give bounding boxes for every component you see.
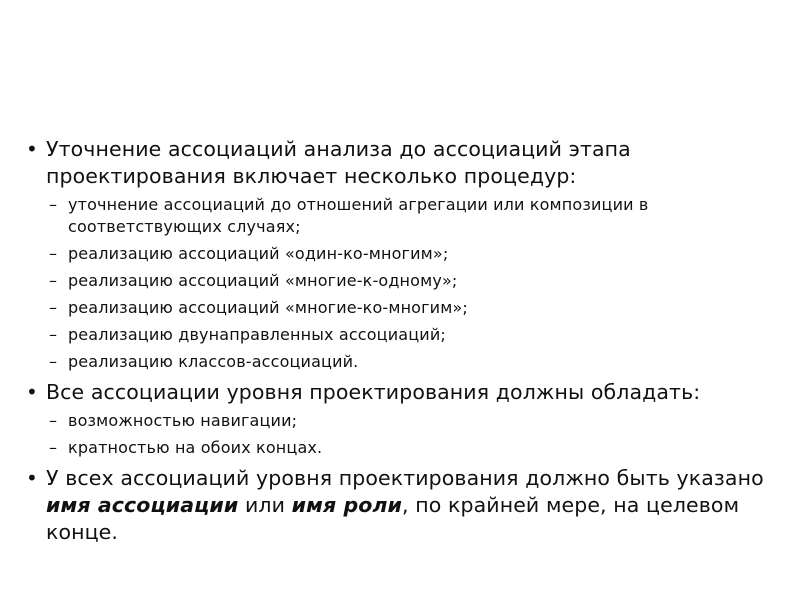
sub-bullet-item bbox=[26, 194, 786, 238]
bullet-icon: • bbox=[26, 466, 38, 490]
sub-bullet-text: реализацию ассоциаций «многие-ко-многим»; bbox=[68, 298, 468, 317]
sub-bullet-text: реализацию ассоциаций «один-ко-многим»; bbox=[68, 244, 449, 263]
slide-body bbox=[26, 136, 786, 550]
dash-icon: – bbox=[49, 195, 58, 214]
sub-bullet-item bbox=[26, 324, 786, 346]
dash-icon: – bbox=[49, 352, 58, 371]
dash-icon: – bbox=[49, 271, 58, 290]
bullet-text-part: , по крайней мере, на целевом конце. bbox=[46, 493, 740, 544]
sub-bullet-text: возможностью навигации; bbox=[68, 411, 298, 430]
sub-bullet-item bbox=[26, 410, 786, 432]
sub-bullet-text: реализацию двунаправленных ассоциаций; bbox=[68, 325, 446, 344]
bullet-item bbox=[26, 136, 786, 190]
bullet-text: Все ассоциации уровня проектирования должны обладать: bbox=[46, 380, 701, 404]
sub-bullet-text: реализацию ассоциаций «многие-к-одному»; bbox=[68, 271, 458, 290]
dash-icon: – bbox=[49, 325, 58, 344]
bullet-text: Уточнение ассоциаций анализа до ассоциаций этапа проектирования включает несколько процедур: bbox=[46, 137, 631, 188]
emphasis-role-name: имя роли bbox=[291, 493, 403, 517]
bullet-icon: • bbox=[26, 137, 38, 161]
emphasis-association-name: имя ассоциации bbox=[46, 493, 239, 517]
dash-icon: – bbox=[49, 298, 58, 317]
sub-bullet-item bbox=[26, 437, 786, 459]
sub-bullet-item bbox=[26, 297, 786, 319]
sub-bullet-item bbox=[26, 243, 786, 265]
bullet-item bbox=[26, 379, 786, 406]
dash-icon: – bbox=[49, 411, 58, 430]
dash-icon: – bbox=[49, 438, 58, 457]
sub-bullet-text: кратностью на обоих концах. bbox=[68, 438, 323, 457]
bullet-text-part: У всех ассоциаций уровня проектирования должно быть указано bbox=[46, 466, 764, 490]
sub-bullet-item bbox=[26, 351, 786, 373]
dash-icon: – bbox=[49, 244, 58, 263]
bullet-item bbox=[26, 465, 786, 546]
sub-bullet-text: реализацию классов-ассоциаций. bbox=[68, 352, 359, 371]
bullet-text-part: или bbox=[238, 493, 292, 517]
sub-bullet-item bbox=[26, 270, 786, 292]
sub-bullet-text: уточнение ассоциаций до отношений агрегации или композиции в соответствующих случаях; bbox=[68, 195, 649, 236]
bullet-icon: • bbox=[26, 380, 38, 404]
